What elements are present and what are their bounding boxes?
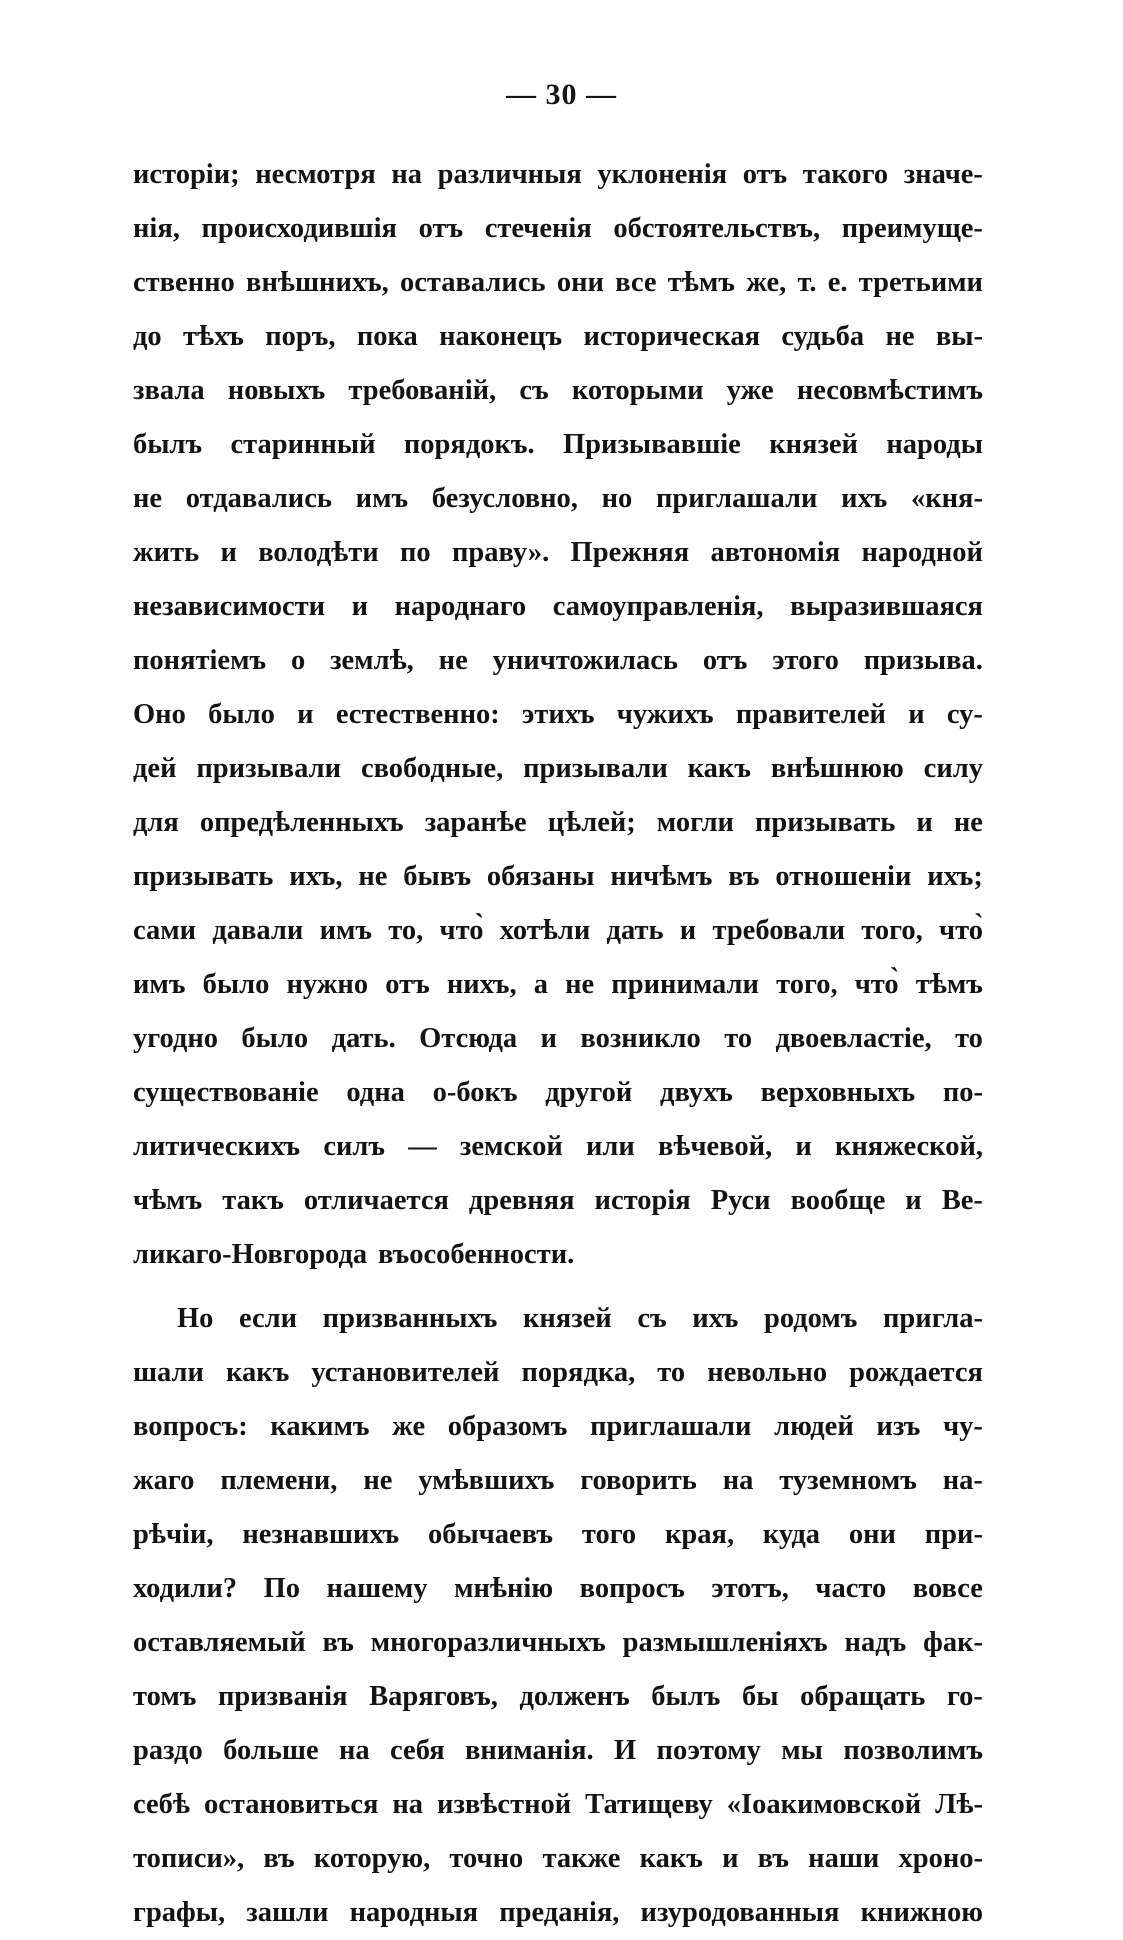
text-line: для опредѣленныхъ заранѣе цѣлей; могли призывать и не bbox=[133, 807, 983, 838]
text-line: раздо больше на себя вниманія. И поэтому мы позволимъ bbox=[133, 1735, 983, 1766]
text-line: графы, зашли народныя преданія, изуродованныя книжною bbox=[133, 1897, 983, 1928]
text-line: угодно было дать. Отсюда и возникло то двоевластіе, то bbox=[133, 1023, 983, 1054]
text-line: вопросъ: какимъ же образомъ приглашали людей изъ чу- bbox=[133, 1411, 983, 1442]
text-line: существованіе одна о-бокъ другой двухъ верховныхъ по- bbox=[133, 1077, 983, 1108]
text-line: исторіи; несмотря на различныя уклоненія отъ такого значе- bbox=[133, 159, 983, 190]
text-line: независимости и народнаго самоуправленія, выразившаяся bbox=[133, 591, 983, 622]
text-line: жаго племени, не умѣвшихъ говорить на туземномъ на- bbox=[133, 1465, 983, 1496]
text-line: до тѣхъ поръ, пока наконецъ историческая судьба не вы- bbox=[133, 321, 983, 352]
text-line: оставляемый въ многоразличныхъ размышленіяхъ надъ фак- bbox=[133, 1627, 983, 1658]
text-line: Но если призванныхъ князей съ ихъ родомъ пригла- bbox=[177, 1303, 983, 1334]
text-line: шали какъ установителей порядка, то невольно рождается bbox=[133, 1357, 983, 1388]
text-line: себѣ остановиться на извѣстной Татищеву «Іоакимовской Лѣ- bbox=[133, 1789, 983, 1820]
text-line: сами давали имъ то, что̀ хотѣли дать и требовали того, что̀ bbox=[133, 915, 983, 946]
text-line: понятіемъ о землѣ, не уничтожилась отъ этого призыва. bbox=[133, 645, 983, 676]
text-line: рѣчіи, незнавшихъ обычаевъ того края, куда они при- bbox=[133, 1519, 983, 1550]
text-line: не отдавались имъ безусловно, но приглашали ихъ «кня- bbox=[133, 483, 983, 514]
page-number: — 30 — bbox=[506, 78, 617, 111]
paragraph-gap bbox=[133, 1282, 983, 1292]
text-line: звала новыхъ требованій, съ которыми уже несовмѣстимъ bbox=[133, 375, 983, 406]
body-text bbox=[133, 148, 983, 1940]
text-line: томъ призванія Варяговъ, долженъ былъ бы обращать го- bbox=[133, 1681, 983, 1712]
text-line: Оно было и естественно: этихъ чужихъ правителей и су- bbox=[133, 699, 983, 730]
text-line: ственно внѣшнихъ, оставались они все тѣмъ же, т. е. третьими bbox=[133, 267, 983, 298]
text-line: призывать ихъ, не бывъ обязаны ничѣмъ въ отношеніи ихъ; bbox=[133, 861, 983, 892]
text-line: литическихъ силъ — земской или вѣчевой, и княжеской, bbox=[133, 1131, 983, 1162]
text-line: дей призывали свободные, призывали какъ внѣшнюю силу bbox=[133, 753, 983, 784]
text-line: жить и володѣти по праву». Прежняя автономія народной bbox=[133, 537, 983, 568]
text-line: тописи», въ которую, точно также какъ и въ наши хроно- bbox=[133, 1843, 983, 1874]
text-line: чѣмъ такъ отличается древняя исторія Руси вообще и Ве- bbox=[133, 1185, 983, 1216]
text-line: имъ было нужно отъ нихъ, а не принимали того, что̀ тѣмъ bbox=[133, 969, 983, 1000]
text-line: ходили? По нашему мнѣнію вопросъ этотъ, часто вовсе bbox=[133, 1573, 983, 1604]
text-line: ликаго-Новгорода въособенности. bbox=[133, 1239, 575, 1270]
text-line: былъ старинный порядокъ. Призывавшіе князей народы bbox=[133, 429, 983, 460]
text-line: нія, происходившія отъ стеченія обстоятельствъ, преимуще- bbox=[133, 213, 983, 244]
